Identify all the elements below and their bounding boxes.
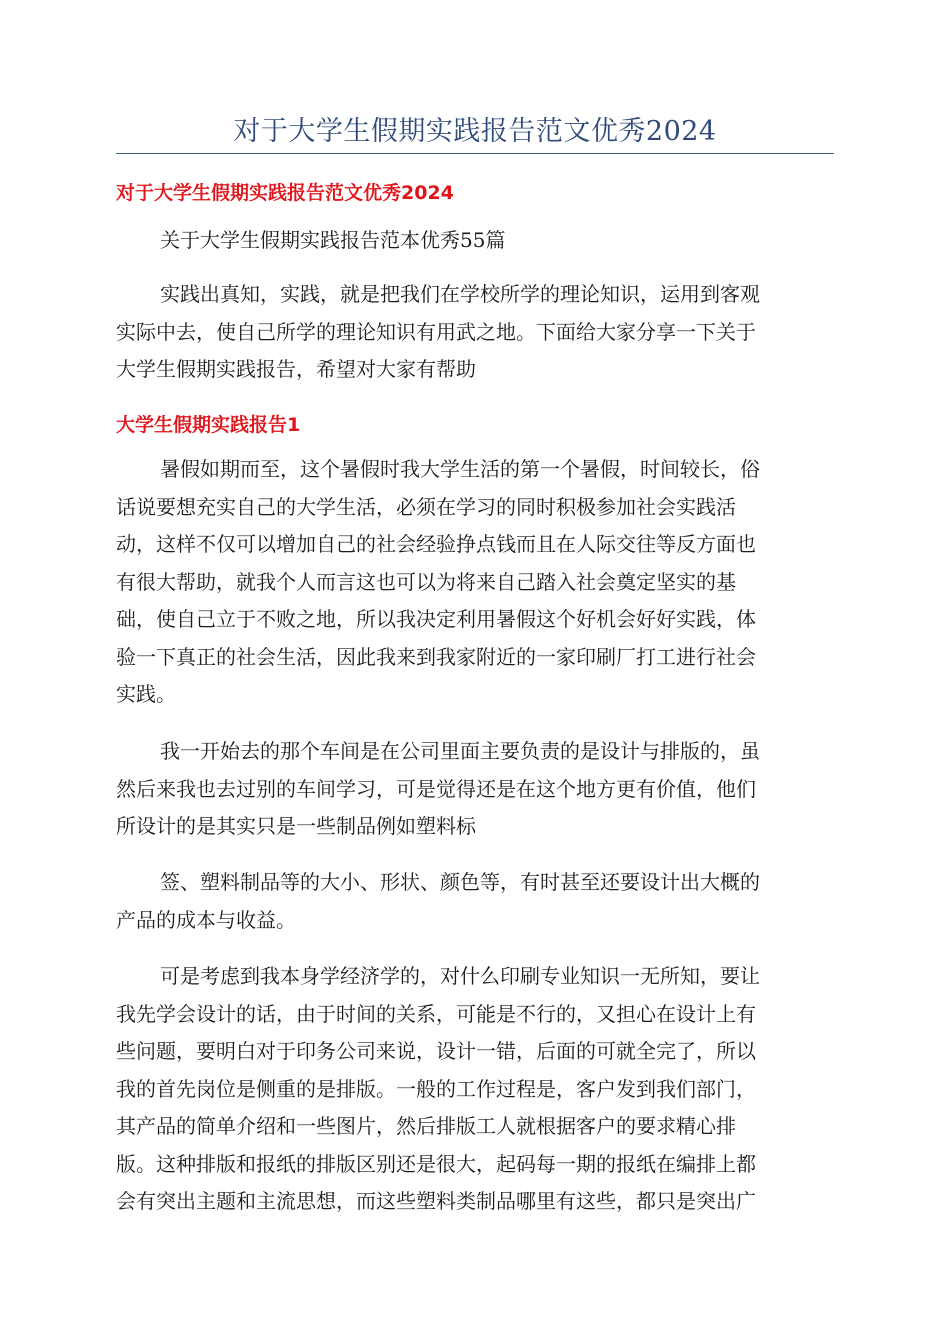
paragraph-line: 签、塑料制品等的大小、形状、颜色等，有时甚至还要设计出大概的 [160, 870, 760, 894]
paragraph-line: 会有突出主题和主流思想，而这些塑料类制品哪里有这些，都只是突出广 [116, 1189, 756, 1213]
intro-line: 大学生假期实践报告，希望对大家有帮助 [116, 357, 476, 381]
paragraph-line: 些问题，要明白对于印务公司来说，设计一错，后面的可就全完了，所以 [116, 1039, 756, 1063]
title-underline [116, 153, 834, 154]
paragraph-line: 验一下真正的社会生活，因此我来到我家附近的一家印刷厂打工进行社会 [116, 644, 756, 669]
subtitle-line: 关于大学生假期实践报告范本优秀55篇 [160, 228, 506, 252]
paragraph-line: 话说要想充实自己的大学生活，必须在学习的同时积极参加社会实践活 [116, 494, 736, 519]
section-heading-1: 大学生假期实践报告1 [116, 414, 301, 436]
paragraph-line: 其产品的简单介绍和一些图片，然后排版工人就根据客户的要求精心排 [116, 1114, 736, 1138]
paragraph-line: 我先学会设计的话，由于时间的关系，可能是不行的，又担心在设计上有 [116, 1001, 756, 1026]
intro-paragraph [116, 276, 834, 389]
paragraph-line: 有很大帮助，就我个人而言这也可以为将来自己踏入社会奠定坚实的基 [116, 569, 736, 594]
paragraph-line: 我的首先岗位是侧重的是排版。一般的工作过程是，客户发到我们部门， [116, 1076, 756, 1101]
paragraph-line: 础，使自己立于不败之地，所以我决定利用暑假这个好机会好好实践，体 [116, 607, 756, 631]
paragraph-line: 可是考虑到我本身学经济学的，对什么印刷专业知识一无所知，要让 [160, 964, 760, 988]
paragraph-line: 产品的成本与收益。 [116, 907, 296, 932]
paragraph-4 [116, 958, 834, 1221]
paragraph-line: 暑假如期而至，这个暑假时我大学生活的第一个暑假，时间较长，俗 [160, 457, 760, 481]
main-heading: 对于大学生假期实践报告范文优秀2024 [116, 182, 454, 204]
intro-line: 实践出真知，实践，就是把我们在学校所学的理论知识，运用到客观 [160, 282, 760, 306]
paragraph-line: 版。这种排版和报纸的排版区别还是很大，起码每一期的报纸在编排上都 [116, 1151, 756, 1176]
paragraph-line: 所设计的是其实只是一些制品例如塑料标 [116, 814, 476, 838]
intro-line: 实际中去，使自己所学的理论知识有用武之地。下面给大家分享一下关于 [116, 319, 756, 344]
paragraph-2 [116, 733, 834, 846]
paragraph-1 [116, 451, 834, 714]
paragraph-line: 动，这样不仅可以增加自己的社会经验挣点钱而且在人际交往等反方面也 [116, 532, 756, 556]
paragraph-3 [116, 864, 834, 939]
paragraph-line: 实践。 [116, 682, 176, 706]
paragraph-line: 我一开始去的那个车间是在公司里面主要负责的是设计与排版的，虽 [160, 739, 760, 763]
paragraph-line: 然后来我也去过别的车间学习，可是觉得还是在这个地方更有价值，他们 [116, 776, 756, 801]
subtitle-paragraph [116, 222, 834, 260]
document-title: 对于大学生假期实践报告范文优秀2024 [233, 116, 717, 147]
